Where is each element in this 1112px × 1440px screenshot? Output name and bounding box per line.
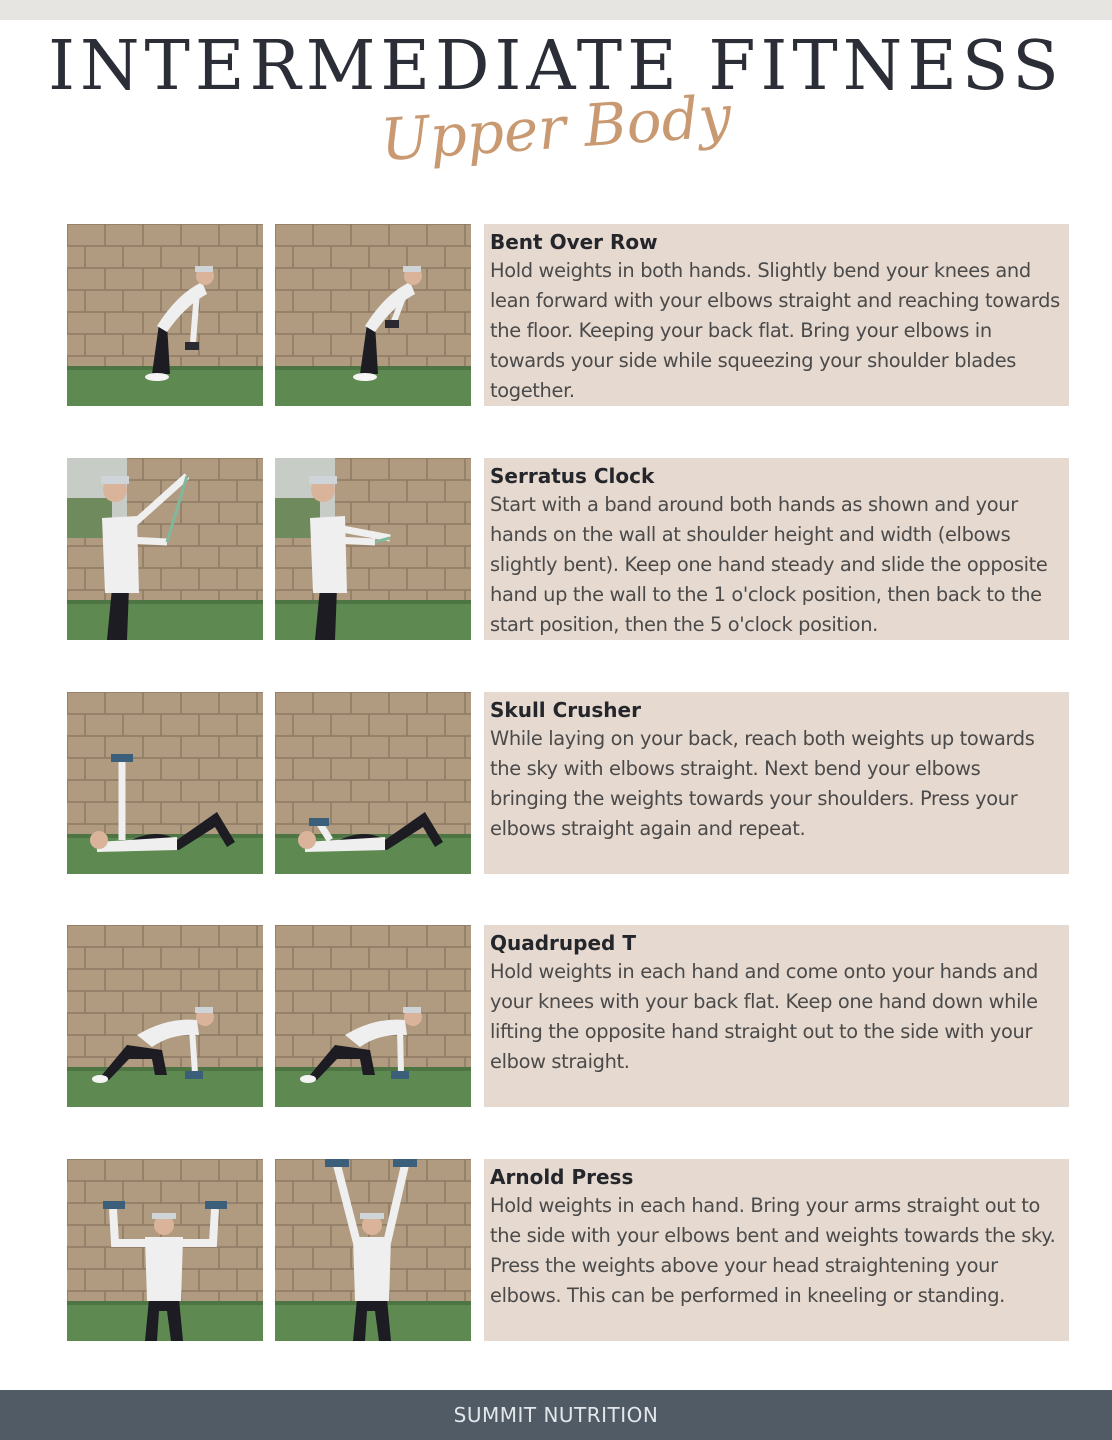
- exercise-photo-start: [67, 925, 263, 1107]
- exercise-description: Hold weights in both hands. Slightly bend your knees and lean forward with your elbows straight and reaching towards the floor. Keeping your back flat. Bring your elbows in towards your side while squeezing your shoulder blades together.: [490, 259, 1060, 402]
- exercise-photo-start: [67, 224, 263, 406]
- exercise-description: Hold weights in each hand and come onto your hands and your knees with your back flat. Keep one hand down while lifting the opposite hand straight out to the side with your elbow straight.: [490, 960, 1038, 1073]
- exercise-description: Hold weights in each hand. Bring your arms straight out to the side with your elbows bent and weights towards the sky. Press the weights above your head straightening your elbows. This can be performed in kneeling or standing.: [490, 1194, 1056, 1307]
- exercise-name: Skull Crusher: [490, 698, 641, 722]
- exercise-description-panel: [484, 925, 1069, 1107]
- exercise-row: [67, 692, 1069, 874]
- page-title: INTERMEDIATE FITNESS: [48, 27, 1064, 106]
- exercise-description: Start with a band around both hands as shown and your hands on the wall at shoulder height and width (elbows slightly bent). Keep one hand steady and slide the opposite hand up the wall to the 1 o'clock position, then back to the start position, then the 5 o'clock position.: [490, 493, 1048, 636]
- exercise-name: Bent Over Row: [490, 230, 658, 254]
- exercise-row: [67, 458, 1069, 640]
- exercise-photo-end: [275, 692, 471, 874]
- exercise-photo-end: [275, 925, 471, 1107]
- exercise-description-panel: [484, 458, 1069, 640]
- footer-brand: SUMMIT NUTRITION: [0, 1390, 1112, 1440]
- exercise-photo-end: [275, 224, 471, 406]
- page-subtitle: Upper Body: [378, 81, 734, 175]
- exercise-row: [67, 1159, 1069, 1341]
- exercise-name: Quadruped T: [490, 931, 636, 955]
- exercise-photo-start: [67, 458, 263, 640]
- exercise-description: While laying on your back, reach both weights up towards the sky with elbows straight. Next bend your elbows bringing the weights towards your shoulders. Press your elbows straight again and repeat.: [490, 727, 1035, 840]
- exercise-photo-start: [67, 1159, 263, 1341]
- exercise-photo-start: [67, 692, 263, 874]
- exercise-photo-end: [275, 1159, 471, 1341]
- exercise-description-panel: [484, 692, 1069, 874]
- exercise-name: Serratus Clock: [490, 464, 655, 488]
- exercise-row: [67, 925, 1069, 1107]
- exercise-description-panel: [484, 224, 1069, 406]
- exercise-name: Arnold Press: [490, 1165, 634, 1189]
- exercise-row: [67, 224, 1069, 406]
- exercise-description-panel: [484, 1159, 1069, 1341]
- top-strip: [0, 0, 1112, 20]
- exercise-photo-end: [275, 458, 471, 640]
